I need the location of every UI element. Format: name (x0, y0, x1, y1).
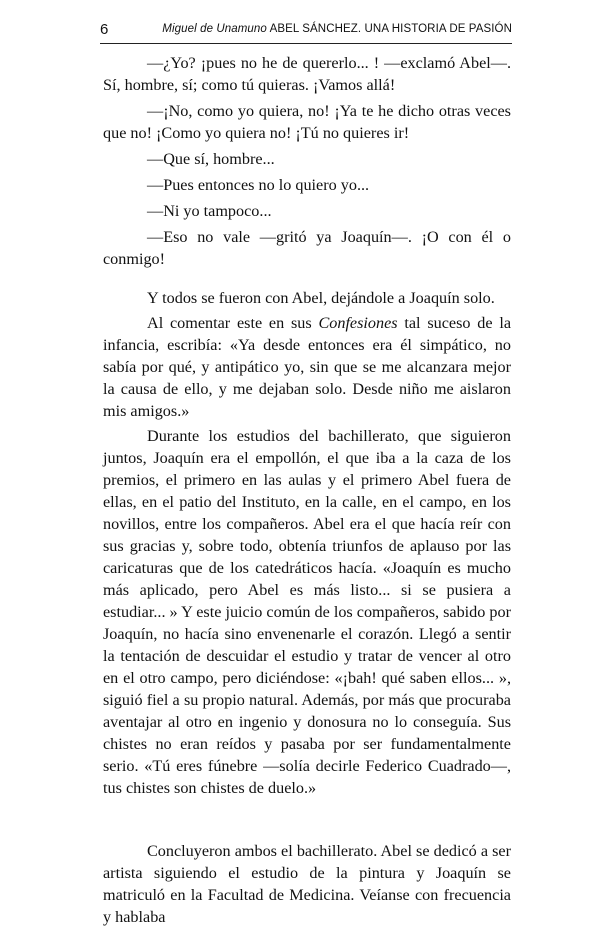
dialogue-line: —¿Yo? ¡pues no he de quererlo... ! —exclamó Abel—. Sí, hombre, sí; como tú quieras. ¡Vamos allá! (103, 54, 511, 94)
dialogue-line: —Eso no vale —gritó ya Joaquín—. ¡O con él o conmigo! (103, 228, 511, 268)
narrative-block-2 (103, 840, 511, 928)
book-title: ABEL SÁNCHEZ. UNA HISTORIA DE PASIÓN (269, 23, 512, 35)
dialogue-line: —¡No, como yo quiera, no! ¡Ya te he dicho otras veces que no! ¡Como yo quiera no! ¡Tú no quieres ir! (103, 102, 511, 142)
narrative-block (103, 287, 511, 799)
dialogue-line: —Que sí, hombre... (147, 150, 275, 168)
running-header (100, 15, 512, 44)
dialogue-line: —Pues entonces no lo quiero yo... (147, 176, 370, 194)
running-title (162, 23, 512, 35)
author-name: Miguel de Unamuno (162, 23, 267, 35)
paragraph (103, 312, 511, 422)
paragraph: Concluyeron ambos el bachillerato. Abel se dedicó a ser artista siguiendo el estudio de la pintura y Joaquín se matriculó en la Facultad de Medicina. Veíanse con frecuencia y hablaba (103, 842, 511, 926)
paragraph-text: Al comentar este en sus (147, 314, 319, 332)
page-body (103, 52, 511, 931)
dialogue-line: —Ni yo tampoco... (147, 202, 272, 220)
dialogue-block (103, 52, 511, 270)
book-reference: Confesiones (318, 314, 398, 332)
section-spacer (103, 274, 511, 287)
paragraph-text: tal suceso de la infancia, escribía: «Ya desde entonces era él simpático, no sabía por qué, y antipático yo, sin que se me alcanzara mejor la causa de ello, y me dejaban solo. Desde niño me aislaron mis amigos.» (103, 314, 512, 420)
page-number: 6 (100, 21, 109, 38)
paragraph: Durante los estudios del bachillerato, que siguieron juntos, Joaquín era el empollón, el que iba a la caza de los premios, el primero en las aulas y el primero Abel fuera de ellas, en el patio del Instituto, en la calle, en el campo, en los novillos, entre los compañeros. Abel era el que hacía reír con sus gracias y, sobre todo, obtenía triunfos de aplauso por las caricaturas que de los catedráticos hacía. «Joaquín es mucho más aplicado, pero Abel es más listo... si se pusiera a estudiar... » Y este juicio común de los compañeros, sabido por Joaquín, no hacía sino envenenarle el corazón. Llegó a sentir la tentación de descuidar el estudio y tratar de vencer al otro en el otro campo, pero diciéndose: «¡bah! qué saben ellos... », siguió fiel a su propio natural. Además, por más que procuraba aventajar al otro en ingenio y donosura no lo conseguía. Sus chistes no eran reídos y pasaba por ser fundamentalmente serio. «Tú eres fúnebre —solía decirle Federico Cuadrado—, tus chistes son chistes de duelo.» (103, 427, 511, 797)
section-spacer (103, 802, 511, 840)
paragraph: Y todos se fueron con Abel, dejándole a Joaquín solo. (147, 289, 495, 307)
